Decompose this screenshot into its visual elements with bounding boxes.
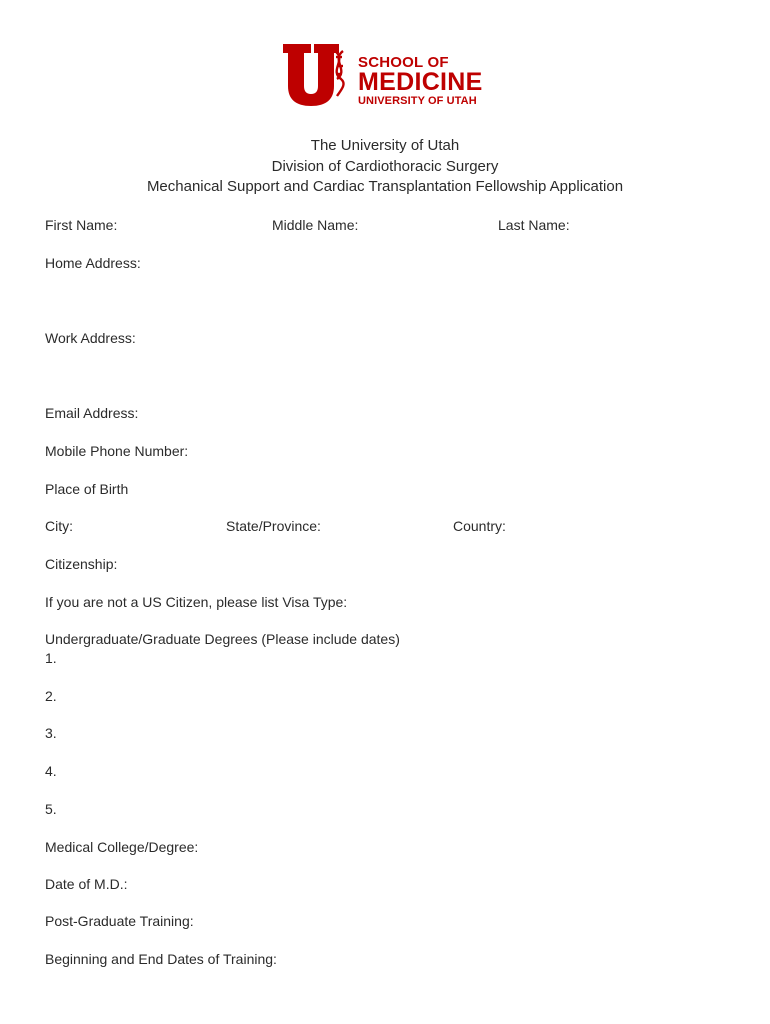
training-dates-label: Beginning and End Dates of Training:: [45, 951, 277, 967]
header-division: Division of Cardiothoracic Surgery: [271, 157, 499, 175]
email-address-label: Email Address:: [45, 405, 139, 421]
last-name-label: Last Name:: [498, 217, 570, 233]
logo-line-medicine: MEDICINE: [358, 68, 483, 96]
citizenship-label: Citizenship:: [45, 556, 118, 572]
degree-item: 5.: [45, 801, 57, 817]
mobile-phone-label: Mobile Phone Number:: [45, 443, 189, 459]
city-label: City:: [45, 518, 73, 534]
post-graduate-training-label: Post-Graduate Training:: [45, 913, 194, 929]
place-of-birth-label: Place of Birth: [45, 481, 129, 497]
university-of-utah-u-logo-icon: [283, 44, 349, 106]
header-application-title: Mechanical Support and Cardiac Transplantation Fellowship Application: [146, 178, 624, 195]
degree-item: 2.: [45, 688, 57, 704]
degrees-heading: Undergraduate/Graduate Degrees (Please include dates): [45, 631, 400, 647]
degree-item: 4.: [45, 763, 57, 779]
document-header: [0, 136, 770, 198]
school-of-medicine-logo: [283, 44, 493, 108]
medical-college-label: Medical College/Degree:: [45, 839, 199, 855]
work-address-label: Work Address:: [45, 330, 136, 346]
country-label: Country:: [453, 518, 506, 534]
header-university: The University of Utah: [310, 137, 460, 154]
date-of-md-label: Date of M.D.:: [45, 876, 128, 892]
first-name-label: First Name:: [45, 217, 118, 233]
logo-line-university: UNIVERSITY OF UTAH: [358, 95, 477, 107]
degree-item: 1.: [45, 650, 57, 666]
degree-item: 3.: [45, 725, 57, 741]
logo-line-school-of: SCHOOL OF: [358, 54, 449, 71]
home-address-label: Home Address:: [45, 255, 141, 271]
visa-type-label: If you are not a US Citizen, please list Visa Type:: [45, 594, 348, 610]
state-province-label: State/Province:: [226, 518, 321, 534]
middle-name-label: Middle Name:: [272, 217, 359, 233]
